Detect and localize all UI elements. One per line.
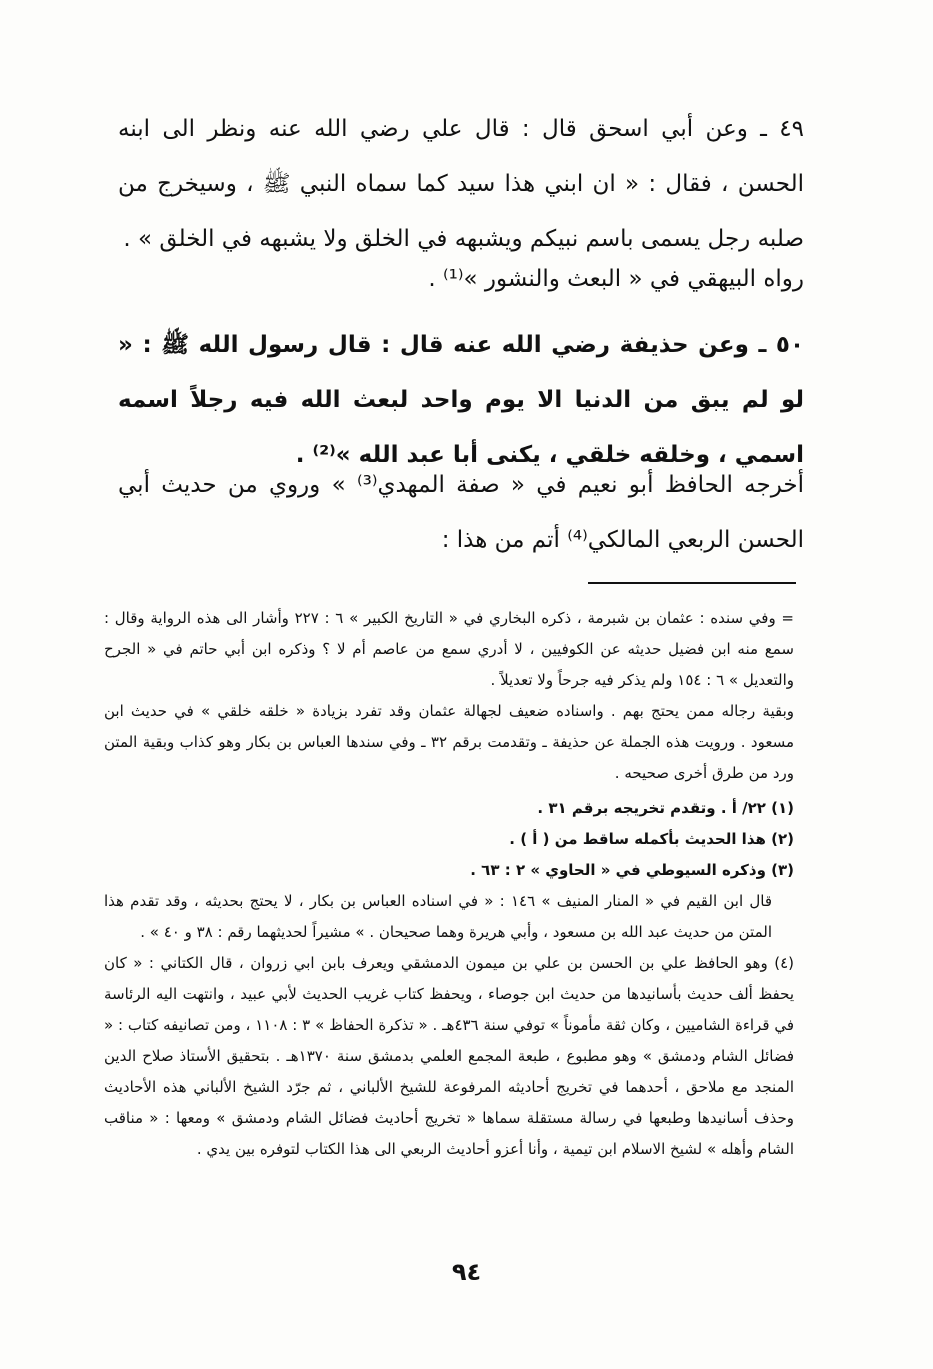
footnote-continuation-2: وبقية رجاله ممن يحتج بهم . واسناده ضعيف لجهالة عثمان وقد تفرد بزيادة « خلقه خلقي » في حديث ابن مسعود . ورويت هذه الجملة عن حذيفة ـ وتقدمت برقم ٣٢ ـ وفي سندها العباس بن بكار وهو كذاب وبقية المتن ورد من طرق أخرى صحيحه . — [104, 702, 795, 782]
hadith-49-text: ٤٩ ـ وعن أبي اسحق قال : قال علي رضي الله عنه ونظر الى ابنه الحسن ، فقال : « ان ابني هذا سيد كما سماه النبي ﷺ ، وسيخرج من صلبه رجل يسمى باسم نبيكم ويشبهه في الخلق ولا يشبهه في الخلق » . — [118, 116, 804, 252]
hadith-50-source: أخرجه الحافظ أبو نعيم في « صفة المهدي⁽³⁾ » وروي من حديث أبي الحسن الربعي المالكي⁽⁴⁾ أتم من هذا : — [118, 472, 804, 553]
footnotes-continuation — [104, 603, 794, 789]
hadith-49-source: رواه البيهقي في « البعث والنشور »⁽¹⁾ . — [428, 266, 804, 292]
footnote-4: (٤) وهو الحافظ علي بن الحسن بن علي بن ميمون الدمشقي ويعرف بابن ابي زروان ، قال الكتاني : « كان يحفظ ألف حديث بأسانيدها من حديث ابن جوصاء ، ويحفظ كتاب غريب الحديث لأبي عبيد ، وانتهت اليه الرئاسة في قراءة الشاميين ، وكان ثقة مأموناً » توفي سنة ٤٣٦هـ . « تذكرة الحفاظ » ٣ : ١١٠٨ ، ومن تصانيفه كتاب : « فضائل الشام ودمشق » وهو مطبوع ، طبعة المجمع العلمي بدمشق سنة ١٣٧٠هـ . بتحقيق الأستاذ صلاح الدين المنجد مع ملاحق ، أحدهما في تخريج أحاديثه المرفوعة للشيخ الألباني ، ثم جرّد الشيخ الألباني هذه الأحاديث وحذف أسانيدها وطبعها في رسالة مستقلة سماها « تخريج أحاديث فضائل الشام ودمشق » ومعها : « مناقب الشام وأهله » لشيخ الاسلام ابن تيمية ، وأنا أعزو أحاديث الربعي الى هذا الكتاب لتوفره بين يدي . — [104, 954, 795, 1158]
footnote-3: (٣) وذكره السيوطي في « الحاوي » ٢ : ٦٣ . — [470, 861, 794, 879]
footnote-1: (١) ٢٢/ أ . وتقدم تخريجه برقم ٣١ . — [537, 799, 794, 817]
footnotes — [104, 793, 794, 1165]
hadith-50-text: ٥٠ ـ وعن حذيفة رضي الله عنه قال : قال رسول الله ﷺ : « لو لم يبق من الدنيا الا يوم واحد لبعث الله فيه رجلاً اسمه اسمي ، وخلقه خلقي ، يكنى أبا عبد الله »⁽²⁾ . — [118, 332, 804, 468]
footnote-continuation-1: = وفي سنده : عثمان بن شبرمة ، ذكره البخاري في « التاريخ الكبير » ٦ : ٢٢٧ وأشار الى هذه الرواية وقال : سمع منه ابن فضيل حديثه عن الكوفيين ، لا أدري سمع من عاصم أم لا ؟ وذكره ابن أبي حاتم في « الجرح والتعديل » ٦ : ١٥٤ ولم يذكر فيه جرحاً ولا تعديلاً . — [104, 609, 794, 689]
footnote-3-continuation: قال ابن القيم في « المنار المنيف » ١٤٦ : « في اسناده العباس بن بكار ، لا يحتج بحديثه ، وقد تقدم هذا المتن من حديث عبد الله بن مسعود ، وأبي هريرة وهما صحيحان . » مشيراً لحديثهما رقم : ٣٨ و ٤٠ » . — [104, 892, 772, 941]
page-number: ٩٤ — [451, 1258, 482, 1286]
footnote-2: (٢) هذا الحديث بأكمله ساقط من ( أ ) . — [509, 830, 794, 848]
footnote-separator — [588, 582, 796, 584]
